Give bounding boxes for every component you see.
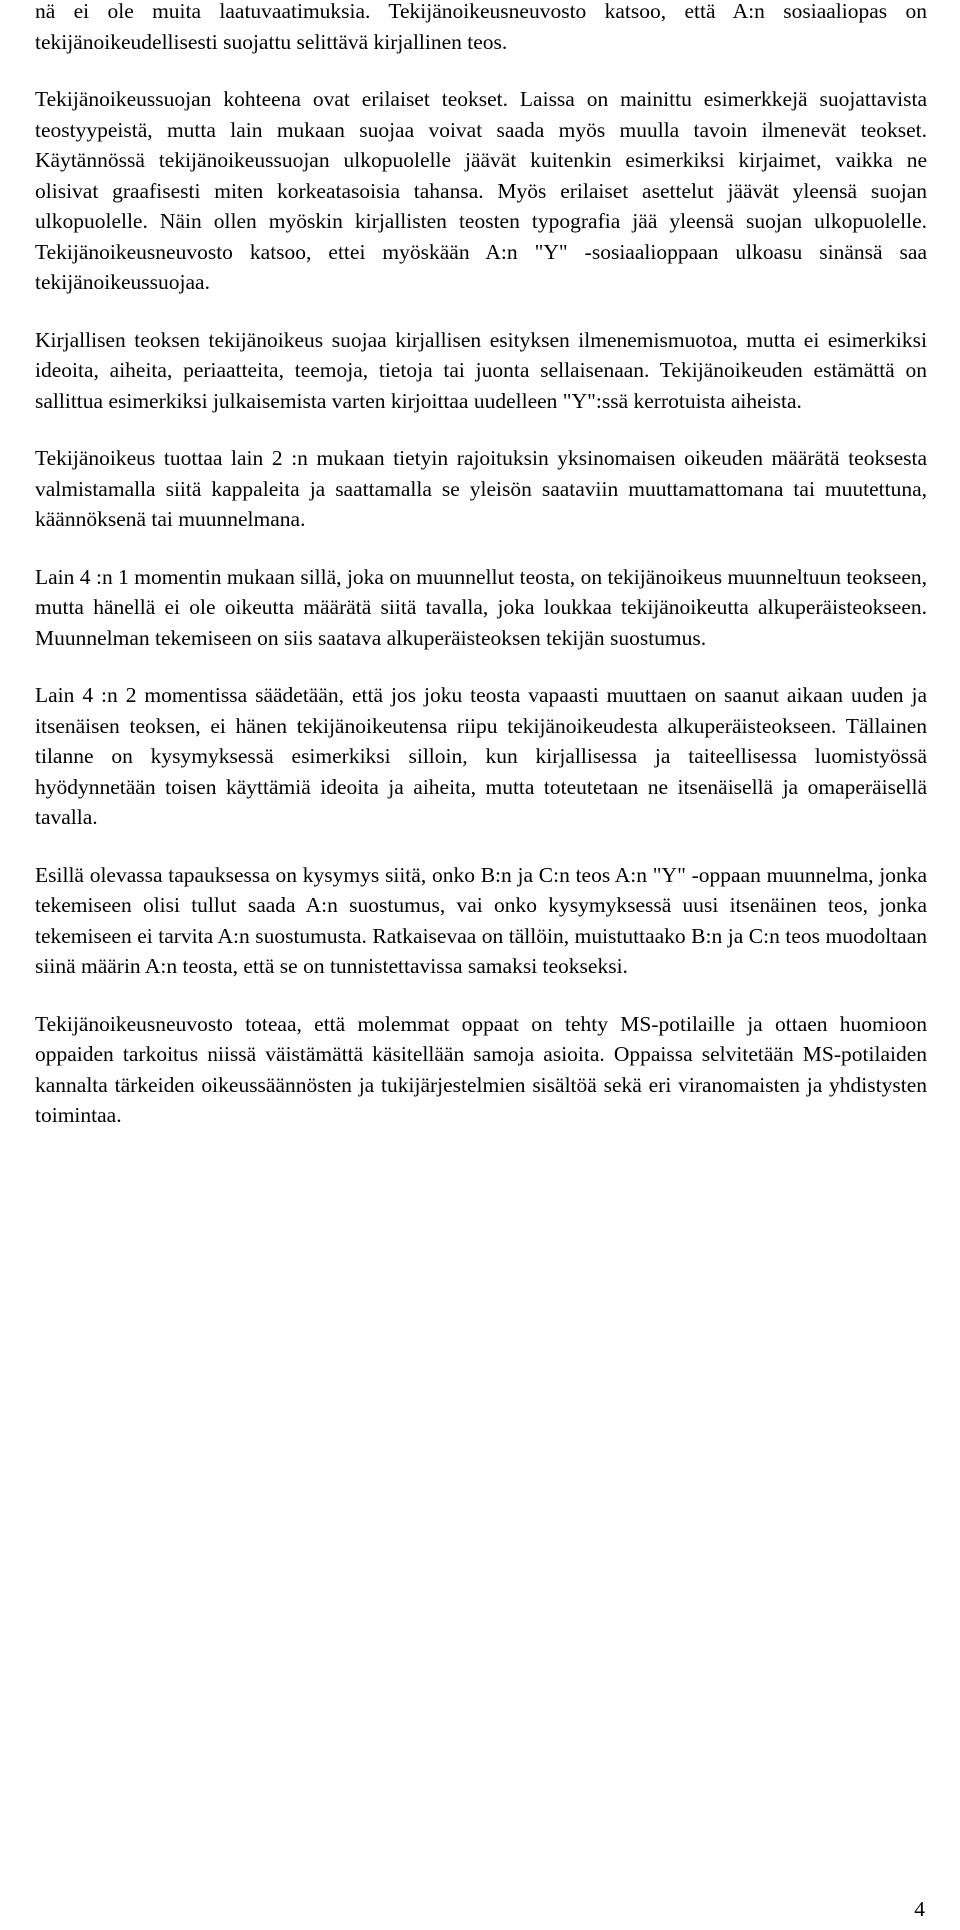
paragraph-3: Kirjallisen teoksen tekijänoikeus suojaa kirjallisen esityksen ilmenemismuotoa, mutta ei esimerkiksi ideoita, aiheita, periaatteita, teemoja, tietoja tai juonta sellaisenaan. Tekijänoikeuden estämättä on sallittua esimerkiksi julkaisemista varten kirjoittaa uudelleen "Y":ssä kerrotuista aiheista. [35, 327, 927, 413]
paragraph-6: Lain 4 :n 2 momentissa säädetään, että jos joku teosta vapaasti muuttaen on saanut aikaan uuden ja itsenäisen teoksen, ei hänen tekijänoikeutensa riipu tekijänoikeudesta alkuperäisteokseen. Tällainen tilanne on kysymyksessä esimerkiksi silloin, kun kirjallisessa ja taiteellisessa luomistyössä hyödynnetään toisen käyttämiä ideoita ja aiheita, mutta toteutetaan ne itsenäisellä ja omaperäisellä tavalla. [35, 683, 927, 829]
page-number: 4 [914, 1897, 925, 1921]
paragraph-8: Tekijänoikeusneuvosto toteaa, että molemmat oppaat on tehty MS-potilaille ja ottaen huomioon oppaiden tarkoitus niissä väistämättä käsitellään samoja asioita. Oppaissa selvitetään MS-potilaiden kannalta tärkeiden oikeussäännösten ja tukijärjestelmien sisältöä sekä eri viranomaisten ja yhdistysten toimintaa. [35, 1011, 927, 1127]
paragraph-4: Tekijänoikeus tuottaa lain 2 :n mukaan tietyin rajoituksin yksinomaisen oikeuden määrätä teoksesta valmistamalla siitä kappaleita ja saattamalla se yleisön saataviin muuttamattomana tai muutettuna, käännöksenä tai muunnelmana. [35, 446, 927, 531]
paragraph-2: Tekijänoikeussuojan kohteena ovat erilaiset teokset. Laissa on mainittu esimerkkejä suojattavista teostyypeistä, mutta lain mukaan suojaa voivat saada myös muulla tavoin ilmenevät teokset. Käytännössä tekijänoikeussuojan ulkopuolelle jäävät kuitenkin esimerkiksi kirjaimet, vaikka ne olisivat graafisesti miten korkeatasoisia tahansa. Myös erilaiset asettelut jäävät yleensä suojan ulkopuolelle. Näin ollen myöskin kirjallisten teosten typografia jää yleensä suojan ulkopuolelle. Tekijänoikeusneuvosto katsoo, ettei myöskään A:n "Y" -sosiaalioppaan ulkoasu sinänsä saa tekijänoikeussuojaa. [35, 87, 927, 294]
paragraph-1: nä ei ole muita laatuvaatimuksia. Tekijänoikeusneuvosto katsoo, että A:n sosiaaliopas on tekijänoikeudellisesti suojattu selittävä kirjallinen teos. [35, 0, 927, 54]
paragraph-5: Lain 4 :n 1 momentin mukaan sillä, joka on muunnellut teosta, on tekijänoikeus muunneltuun teokseen, mutta hänellä ei ole oikeutta määrätä siitä tavalla, joka loukkaa tekijänoikeutta alkuperäisteokseen. Muunnelman tekemiseen on siis saatava alkuperäisteoksen tekijän suostumus. [35, 564, 927, 650]
paragraph-7: Esillä olevassa tapauksessa on kysymys siitä, onko B:n ja C:n teos A:n "Y" -oppaan muunnelma, jonka tekemiseen olisi tullut saada A:n suostumus, vai onko kysymyksessä uusi itsenäinen teos, jonka tekemiseen ei tarvita A:n suostumusta. Ratkaisevaa on tällöin, muistuttaako B:n ja C:n teos muodoltaan siinä määrin A:n teosta, että se on tunnistettavissa samaksi teokseksi. [35, 862, 927, 978]
document-body [35, 0, 927, 1158]
